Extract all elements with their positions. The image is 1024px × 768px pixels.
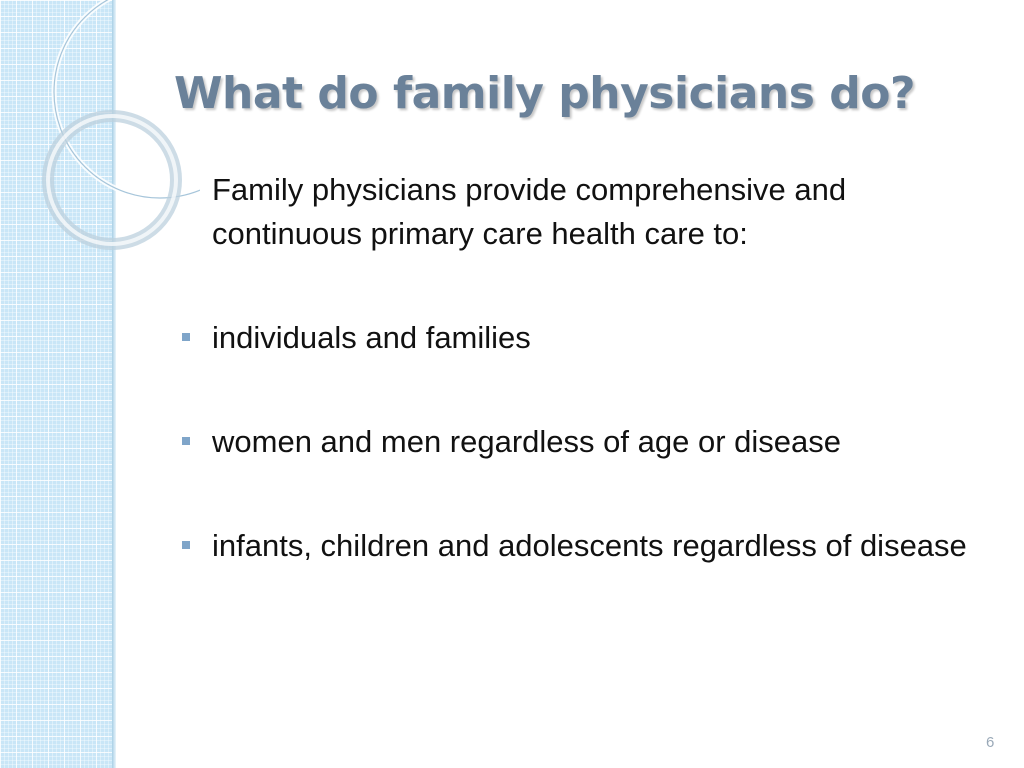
square-bullet-icon	[182, 437, 190, 445]
square-bullet-icon	[182, 541, 190, 549]
square-bullet-icon	[182, 333, 190, 341]
decorative-rings	[0, 0, 200, 280]
intro-paragraph: Family physicians provide comprehensive and continuous primary care health care to:	[212, 172, 847, 251]
bullet-text: individuals and families	[212, 320, 531, 355]
page-number: 6	[986, 734, 995, 751]
bullet-item	[212, 316, 972, 360]
slide-title: What do family physicians do?	[174, 68, 915, 119]
bullet-text: women and men regardless of age or disease	[212, 424, 841, 459]
bullet-text: infants, children and adolescents regardless of disease	[212, 528, 967, 563]
slide-body	[212, 168, 972, 628]
bullet-item	[212, 524, 972, 568]
bullet-item	[212, 420, 972, 464]
